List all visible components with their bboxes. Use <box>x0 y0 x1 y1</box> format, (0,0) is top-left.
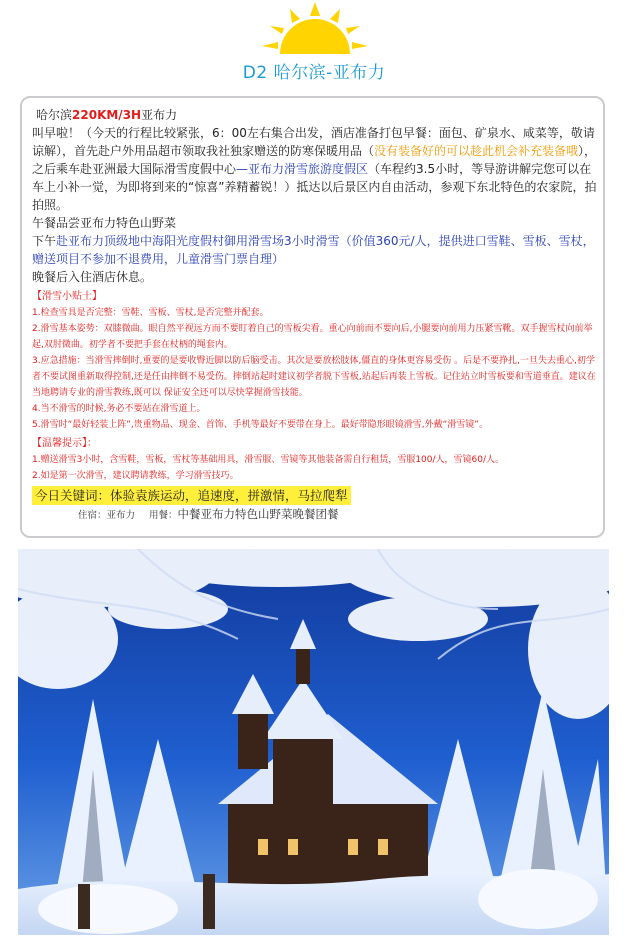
ski-tips-heading: 【滑雪小贴士】 <box>32 291 102 302</box>
meal-value: 中餐亚布力特色山野菜晚餐团餐 <box>177 507 339 521</box>
morning-text-orange: 没有装备好的可以趁此机会补充装备哦 <box>374 144 579 158</box>
ski-tip-item: 5.滑雪时“最好轻装上阵”,贵重物品、现金、首饰、手机等最好不要带在身上。最好带隐形眼镜滑雪,外戴“滑雪镜”。 <box>32 420 488 430</box>
ski-tip-item: 3.应急措施：当滑雪摔倒时,重要的是要收臀近脚以防后脑受击。其次是要放松肢体,僵直的身体更容易受伤 。后是不要挣扎,一旦失去重心,初学者不要试图重新取得控制,还是任由摔倒不易受伤。摔倒站起时建议初学者脱下雪板,站起后再装上雪板。记住站立时雪板要和雪道垂直。建议在当地聘请专业的滑雪教练,既可以 保证安全还可以尽快掌握滑雪技能。 <box>32 356 596 398</box>
sun-icon <box>262 2 368 54</box>
morning-text-a: 叫早啦！（今天的行程比较紧张，6：00左右集合出发，酒店准备打包早餐：面包、矿泉水、咸菜等，敬请谅解），首先赴户外用品超市领取我社独家赠送的防寒保暖用品（ <box>32 126 595 158</box>
morning-text-b: ），之后乘车赴亚洲最大国际滑雪度假中心 <box>32 144 597 176</box>
itinerary-content <box>32 106 597 525</box>
lodging-meals-line <box>32 505 597 525</box>
warm-tips-heading: 【温馨提示】： <box>32 438 97 449</box>
afternoon-ski-text: 赴亚布力顶级地中海阳光度假村御用滑雪场3小时滑雪（价值360元/人，提供进口雪鞋、雪板、雪杖，赠送项目不参加不退费用，儿童滑雪门票自理） <box>32 234 595 266</box>
ski-tip-item: 2.滑雪基本姿势：双膝微曲。眼自然平视远方而不要盯着自己的雪板尖看。重心向前而不要向后,小腿要向前用力压紧雪靴。双手握雪杖向前举起,双肘微曲。初学者不要把手套在杖柄的绳套内。 <box>32 324 593 350</box>
resort-name: —亚布力滑雪旅游度假区 <box>236 162 369 176</box>
route-destination: 亚布力 <box>141 108 178 122</box>
evening-line: 晚餐后入住酒店休息。 <box>32 270 153 284</box>
warm-tip-item: 1.赠送滑雪3小时，含雪鞋，雪板，雪杖等基础用具，滑雪服、雪镜等其他装备需自行租赁，雪服100/人，雪镜60/人。 <box>32 455 505 465</box>
route-distance: 220KM/3H <box>72 108 142 122</box>
afternoon-paragraph <box>32 232 597 268</box>
ski-tip-item: 1.检查雪具是否完整：雪鞋、雪板、雪杖,是否完整并配套。 <box>32 308 269 318</box>
route-line <box>32 106 597 124</box>
afternoon-prefix: 下午 <box>32 234 57 248</box>
lunch-line: 午餐品尝亚布力特色山野菜 <box>32 216 177 230</box>
hotel-label: 住宿： <box>78 510 107 521</box>
route-origin: 哈尔滨 <box>36 108 73 122</box>
hotel-value: 亚布力 <box>106 510 136 521</box>
winter-church-photo <box>18 549 609 935</box>
keywords-highlight: 今日关键词：体验袁族运动，追速度，拼激情，马拉爬犁 <box>32 486 351 505</box>
morning-text-c: （车程约3.5小时，等导游讲解完您可以在车上小补一觉，为即将到来的“惊喜”养精蓄锐！）抵达以后景区内自由活动，参观下东北特色的农家院，拍拍照。 <box>32 162 597 212</box>
itinerary-card <box>20 96 605 538</box>
warm-tip-item: 2.如是第一次滑雪，建议聘请教练，学习滑雪技巧。 <box>32 471 239 481</box>
meal-label: 用餐： <box>149 510 178 521</box>
morning-paragraph <box>32 124 597 214</box>
ski-tip-item: 4.当不滑雪的时候,务必不要站在滑雪道上。 <box>32 404 206 414</box>
day-title: D2 哈尔滨-亚布力 <box>242 63 386 83</box>
